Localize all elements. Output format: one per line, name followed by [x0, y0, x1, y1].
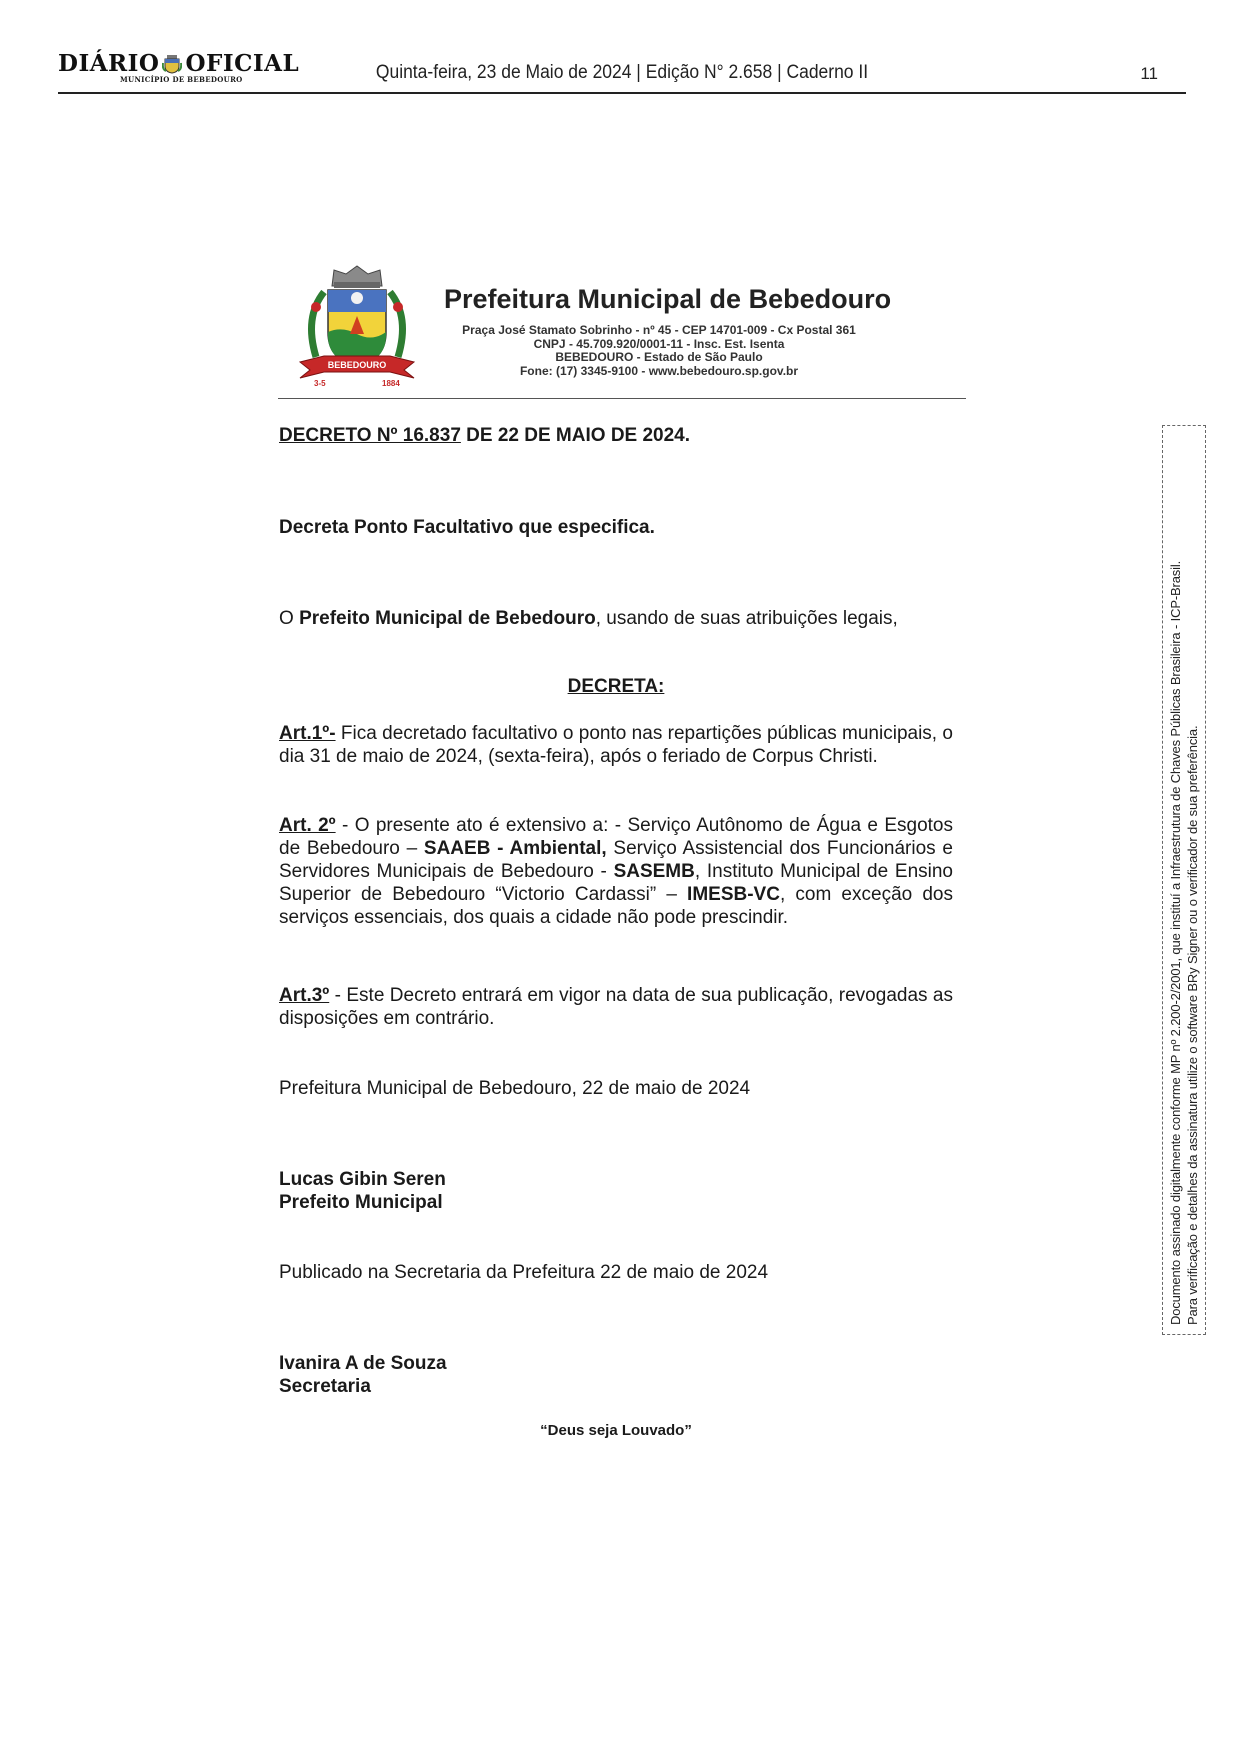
preamble-text: , usando de suas atribuições legais, [595, 608, 898, 629]
article-3-label: Art.3º [279, 985, 330, 1006]
letterhead-name: Prefeitura Municipal de Bebedouro [444, 284, 892, 314]
article-1 [279, 722, 953, 768]
masthead-subtitle: MUNICÍPIO DE BEBEDOURO [120, 75, 243, 84]
stamp-line-2: Para verificação e detalhes da assinatura utilize o software BRy Signer ou o verificador de sua preferência. [1185, 725, 1200, 1325]
place-date: Prefeitura Municipal de Bebedouro, 22 de maio de 2024 [279, 1078, 751, 1099]
article-2-text: , com exceção dos serviços essenciais, dos quais a cidade não pode prescindir. [279, 884, 953, 928]
preamble-bold: Prefeito Municipal de Bebedouro [299, 608, 596, 629]
decree-preamble [279, 607, 953, 630]
article-1-text: Fica decretado facultativo o ponto nas repartições públicas municipais, o dia 31 de maio de 2024, (sexta-feira), após o feriado de Corpus Christi. [279, 723, 953, 767]
masthead-left: DIÁRIO [58, 50, 160, 77]
decree-ementa: Decreta Ponto Facultativo que especifica. [279, 517, 655, 538]
article-1-label: Art.1º- [279, 723, 336, 744]
article-2-text: , Instituto Municipal de Ensino Superior de Bebedouro “Victorio Cardassi” – [279, 861, 953, 905]
letterhead-address [454, 324, 864, 378]
municipal-crest-icon [294, 262, 420, 392]
crest-banner-text: BEBEDOURO [327, 360, 387, 370]
sasemb-name: SASEMB [613, 861, 695, 882]
article-2-text: - O presente ato é extensivo a: - Serviço Autônomo de Água e Esgotos de Bebedouro – [279, 815, 953, 859]
saaeb-name: SAAEB - Ambiental, [423, 838, 607, 859]
address-line: Praça José Stamato Sobrinho - nº 45 - CEP 14701-009 - Cx Postal 361 [462, 323, 856, 337]
crest-right-date: 1884 [382, 379, 400, 388]
letterhead [278, 262, 966, 399]
address-line: BEBEDOURO - Estado de São Paulo [555, 350, 763, 364]
article-3 [279, 984, 953, 1030]
page-number: 11 [1140, 64, 1158, 83]
page-header [58, 50, 1186, 94]
edition-line: Quinta-feira, 23 de Maio de 2024 | Edição N° 2.658 | Caderno II [375, 62, 869, 83]
secretary-name: Ivanira A de Souza [279, 1353, 447, 1374]
article-2-text: Serviço Assistencial dos Funcionários e Servidores Municipais de Bebedouro - [279, 838, 953, 882]
publication-note: Publicado na Secretaria da Prefeitura 22 de maio de 2024 [279, 1262, 769, 1283]
article-2 [279, 814, 953, 929]
imesb-name: IMESB-VC [687, 884, 780, 905]
crest-left-date: 3-5 [314, 379, 326, 388]
preamble-text: O [279, 608, 300, 629]
signer-name: Lucas Gibin Seren [279, 1169, 446, 1190]
decree-date: DE 22 DE MAIO DE 2024. [460, 425, 691, 446]
article-3-text: - Este Decreto entrará em vigor na data de sua publicação, revogadas as disposições em contrário. [279, 985, 953, 1029]
address-line: CNPJ - 45.709.920/0001-11 - Insc. Est. Isenta [533, 336, 785, 351]
stamp-line-1: Documento assinado digitalmente conforme MP nº 2.200-2/2001, que instituí a Infraestrutura de Chaves Públicas Brasileira - ICP-Brasil. [1168, 560, 1183, 1325]
stamp-text [1167, 427, 1201, 1333]
masthead-right: OFICIAL [185, 50, 300, 77]
digital-signature-stamp [1162, 425, 1206, 1335]
motto: “Deus seja Louvado” [540, 1422, 692, 1439]
decree-number: DECRETO Nº 16.837 [279, 425, 461, 446]
decree-title [279, 424, 953, 447]
signer-role: Prefeito Municipal [279, 1192, 443, 1213]
article-2-label: Art. 2º [279, 815, 336, 836]
address-line: Fone: (17) 3345-9100 - www.bebedouro.sp.gov.br [519, 363, 799, 378]
decreta-heading: DECRETA: [567, 676, 665, 697]
secretary-role: Secretaria [279, 1376, 371, 1397]
